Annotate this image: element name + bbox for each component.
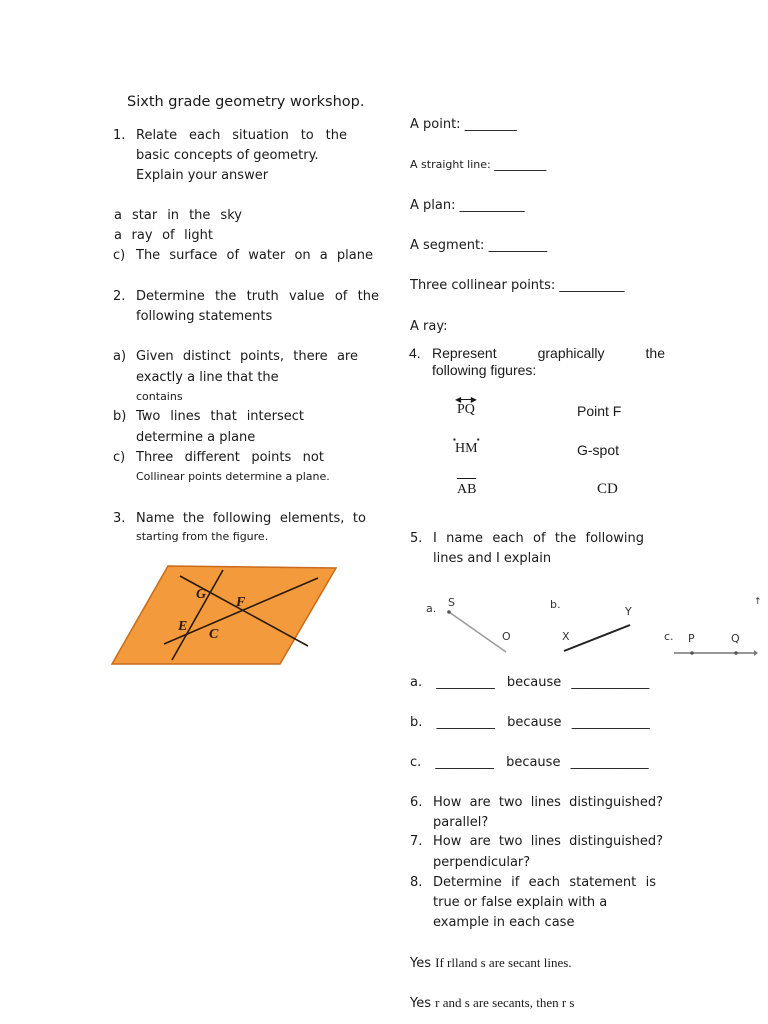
q1-number: 1. [113, 128, 126, 143]
blank-straight-line: A straight line: ________ [410, 157, 547, 172]
q2-line2: following statements [136, 309, 273, 324]
word: The [136, 248, 161, 263]
word: the [645, 345, 665, 361]
point-dot-q [734, 651, 738, 655]
q5-answer-b: b. _________ because ____________ [410, 715, 650, 730]
plane-figure [108, 560, 340, 670]
fig-point-x: X [562, 630, 570, 643]
blank-segment: A segment: _________ [410, 238, 548, 253]
q1-item-water [136, 246, 373, 266]
q2-item-c-number: c) [113, 450, 126, 465]
word: different [184, 450, 240, 465]
word: on [294, 248, 311, 263]
q2-item-b-number: b) [113, 409, 127, 424]
word: there [293, 349, 328, 364]
q6-line2: parallel? [433, 815, 489, 830]
word: a [114, 228, 122, 243]
q2-item-c-line1 [136, 448, 324, 468]
q1-item-ray [114, 226, 213, 246]
q7-line2: perpendicular? [433, 855, 531, 870]
word: light [184, 228, 213, 243]
word: not [302, 450, 324, 465]
word: distinguished? [569, 795, 663, 810]
word: I [433, 531, 437, 546]
word: of [226, 248, 240, 263]
fig-point-y: Y [625, 605, 632, 618]
point-label-e: E [178, 619, 188, 634]
word: distinguished? [569, 834, 663, 849]
q5-line1 [433, 529, 644, 549]
word: Given [136, 349, 174, 364]
tick-mark-icon: ↑ [754, 597, 762, 607]
q4-line2: following figures: [432, 362, 537, 378]
q2-item-a-line1 [136, 347, 358, 367]
q6-number: 6. [410, 795, 423, 810]
fig-point-o: O [502, 630, 511, 643]
word: elements, [279, 511, 345, 526]
word: to [352, 511, 366, 526]
q6-line1 [433, 793, 663, 813]
word: intersect [246, 409, 304, 424]
q8-line1 [433, 873, 656, 893]
word: sky [220, 208, 242, 223]
figure-cd: CD [597, 481, 618, 497]
word: each [189, 128, 221, 143]
word: to [300, 128, 314, 143]
word: following [212, 511, 272, 526]
word: each [492, 531, 524, 546]
word: of [533, 531, 546, 546]
word: lines [170, 409, 201, 424]
q5-answer-a: a. _________ because ____________ [410, 675, 650, 690]
word: if [511, 875, 520, 890]
figure-point-f: Point F [577, 403, 622, 419]
word: the [325, 128, 347, 143]
point-label-f: F [236, 595, 246, 610]
fig-point-s: S [448, 596, 455, 609]
point-label-c: C [209, 627, 219, 642]
q5-answer-c: c. _________ because ____________ [410, 755, 649, 770]
word: points [251, 450, 292, 465]
fig-tag-c: c. [664, 630, 674, 643]
word: situation [232, 128, 289, 143]
q2-item-a-line3: contains [136, 390, 183, 403]
word: the [357, 289, 379, 304]
q8-line3: example in each case [433, 915, 575, 930]
q1-line3: Explain your answer [136, 168, 269, 183]
word: each [528, 875, 560, 890]
figure-ab: AB [457, 482, 476, 498]
word: Determine [433, 875, 502, 890]
word: lines [530, 795, 561, 810]
word: statement [569, 875, 637, 890]
q3-number: 3. [113, 511, 126, 526]
figure-hm: ▪ ▪ HM [453, 435, 480, 456]
lines-figure [418, 590, 760, 664]
fig-tag-b: b. [550, 598, 561, 611]
word: of [162, 228, 175, 243]
fig-point-q: Q [731, 632, 740, 645]
q7-number: 7. [410, 834, 423, 849]
ray-so [449, 612, 506, 652]
word: How [433, 834, 462, 849]
plane-shape [112, 566, 336, 664]
q3-line1 [136, 509, 366, 529]
word: that [210, 409, 237, 424]
word: are [469, 795, 491, 810]
word: points, [239, 349, 285, 364]
word: Three [136, 450, 174, 465]
q2-number: 2. [113, 289, 126, 304]
word: water [248, 248, 286, 263]
word: star [131, 208, 158, 223]
q5-number: 5. [410, 531, 423, 546]
word: plane [336, 248, 373, 263]
word: Represent [432, 345, 497, 361]
q2-item-a-line2: exactly a line that the [136, 370, 279, 385]
point-dot-s [447, 610, 451, 614]
q1-line1 [136, 126, 347, 146]
q8-line2: true or false explain with a [433, 895, 608, 910]
point-dot-p [690, 651, 694, 655]
word: the [554, 531, 577, 546]
word: Relate [136, 128, 178, 143]
q2-item-b-line2: determine a plane [136, 430, 256, 445]
word: in [167, 208, 180, 223]
word: the [215, 289, 237, 304]
q1-item-star [114, 206, 242, 226]
word: Determine [136, 289, 205, 304]
q3-line2: starting from the figure. [136, 530, 269, 543]
q7-line1 [433, 832, 663, 852]
q8-number: 8. [410, 875, 423, 890]
word: following [585, 531, 644, 546]
word: Name [136, 511, 175, 526]
figure-g-spot: G-spot [577, 442, 620, 458]
word: lines [530, 834, 561, 849]
word: a [114, 208, 122, 223]
q2-line1 [136, 287, 379, 307]
fig-tag-a: a. [426, 602, 437, 615]
blank-ray: A ray: [410, 319, 448, 334]
word: surface [169, 248, 218, 263]
figure-pq: ◀ ▶ PQ [455, 395, 477, 417]
word: of [334, 289, 348, 304]
q1-item-c-number: c) [113, 248, 126, 263]
q1-line2: basic concepts of geometry. [136, 148, 319, 163]
q4-number: 4. [409, 345, 421, 361]
word: truth [246, 289, 279, 304]
blank-point: A point: ________ [410, 117, 517, 132]
word: value [289, 289, 325, 304]
word: Two [136, 409, 161, 424]
fig-point-p: P [688, 632, 695, 645]
blank-plan: A plan: __________ [410, 198, 525, 213]
word: ray [131, 228, 153, 243]
q2-item-b-line1 [136, 407, 304, 427]
q5-line2: lines and I explain [433, 551, 552, 566]
q2-item-a-number: a) [113, 349, 127, 364]
word: the [189, 208, 211, 223]
word: distinct [182, 349, 231, 364]
word: two [498, 795, 523, 810]
q2-item-c-line2: Collinear points determine a plane. [136, 470, 330, 483]
worksheet-title: Sixth grade geometry workshop. [127, 94, 365, 110]
word: the [182, 511, 205, 526]
arrow-right-icon [754, 650, 758, 656]
word: are [469, 834, 491, 849]
q4-line1 [432, 345, 665, 361]
word: are [336, 349, 358, 364]
statement-1: Yes If rlland s are secant lines. [410, 955, 572, 971]
statement-2: Yes r and s are secants, then r s [410, 995, 575, 1011]
point-label-g: G [196, 587, 207, 602]
blank-collinear: Three collinear points: __________ [410, 278, 625, 293]
word: graphically [537, 345, 605, 361]
word: two [498, 834, 523, 849]
segment-xy [564, 625, 630, 651]
word: a [319, 248, 328, 263]
word: How [433, 795, 462, 810]
word: is [645, 875, 656, 890]
word: name [446, 531, 484, 546]
